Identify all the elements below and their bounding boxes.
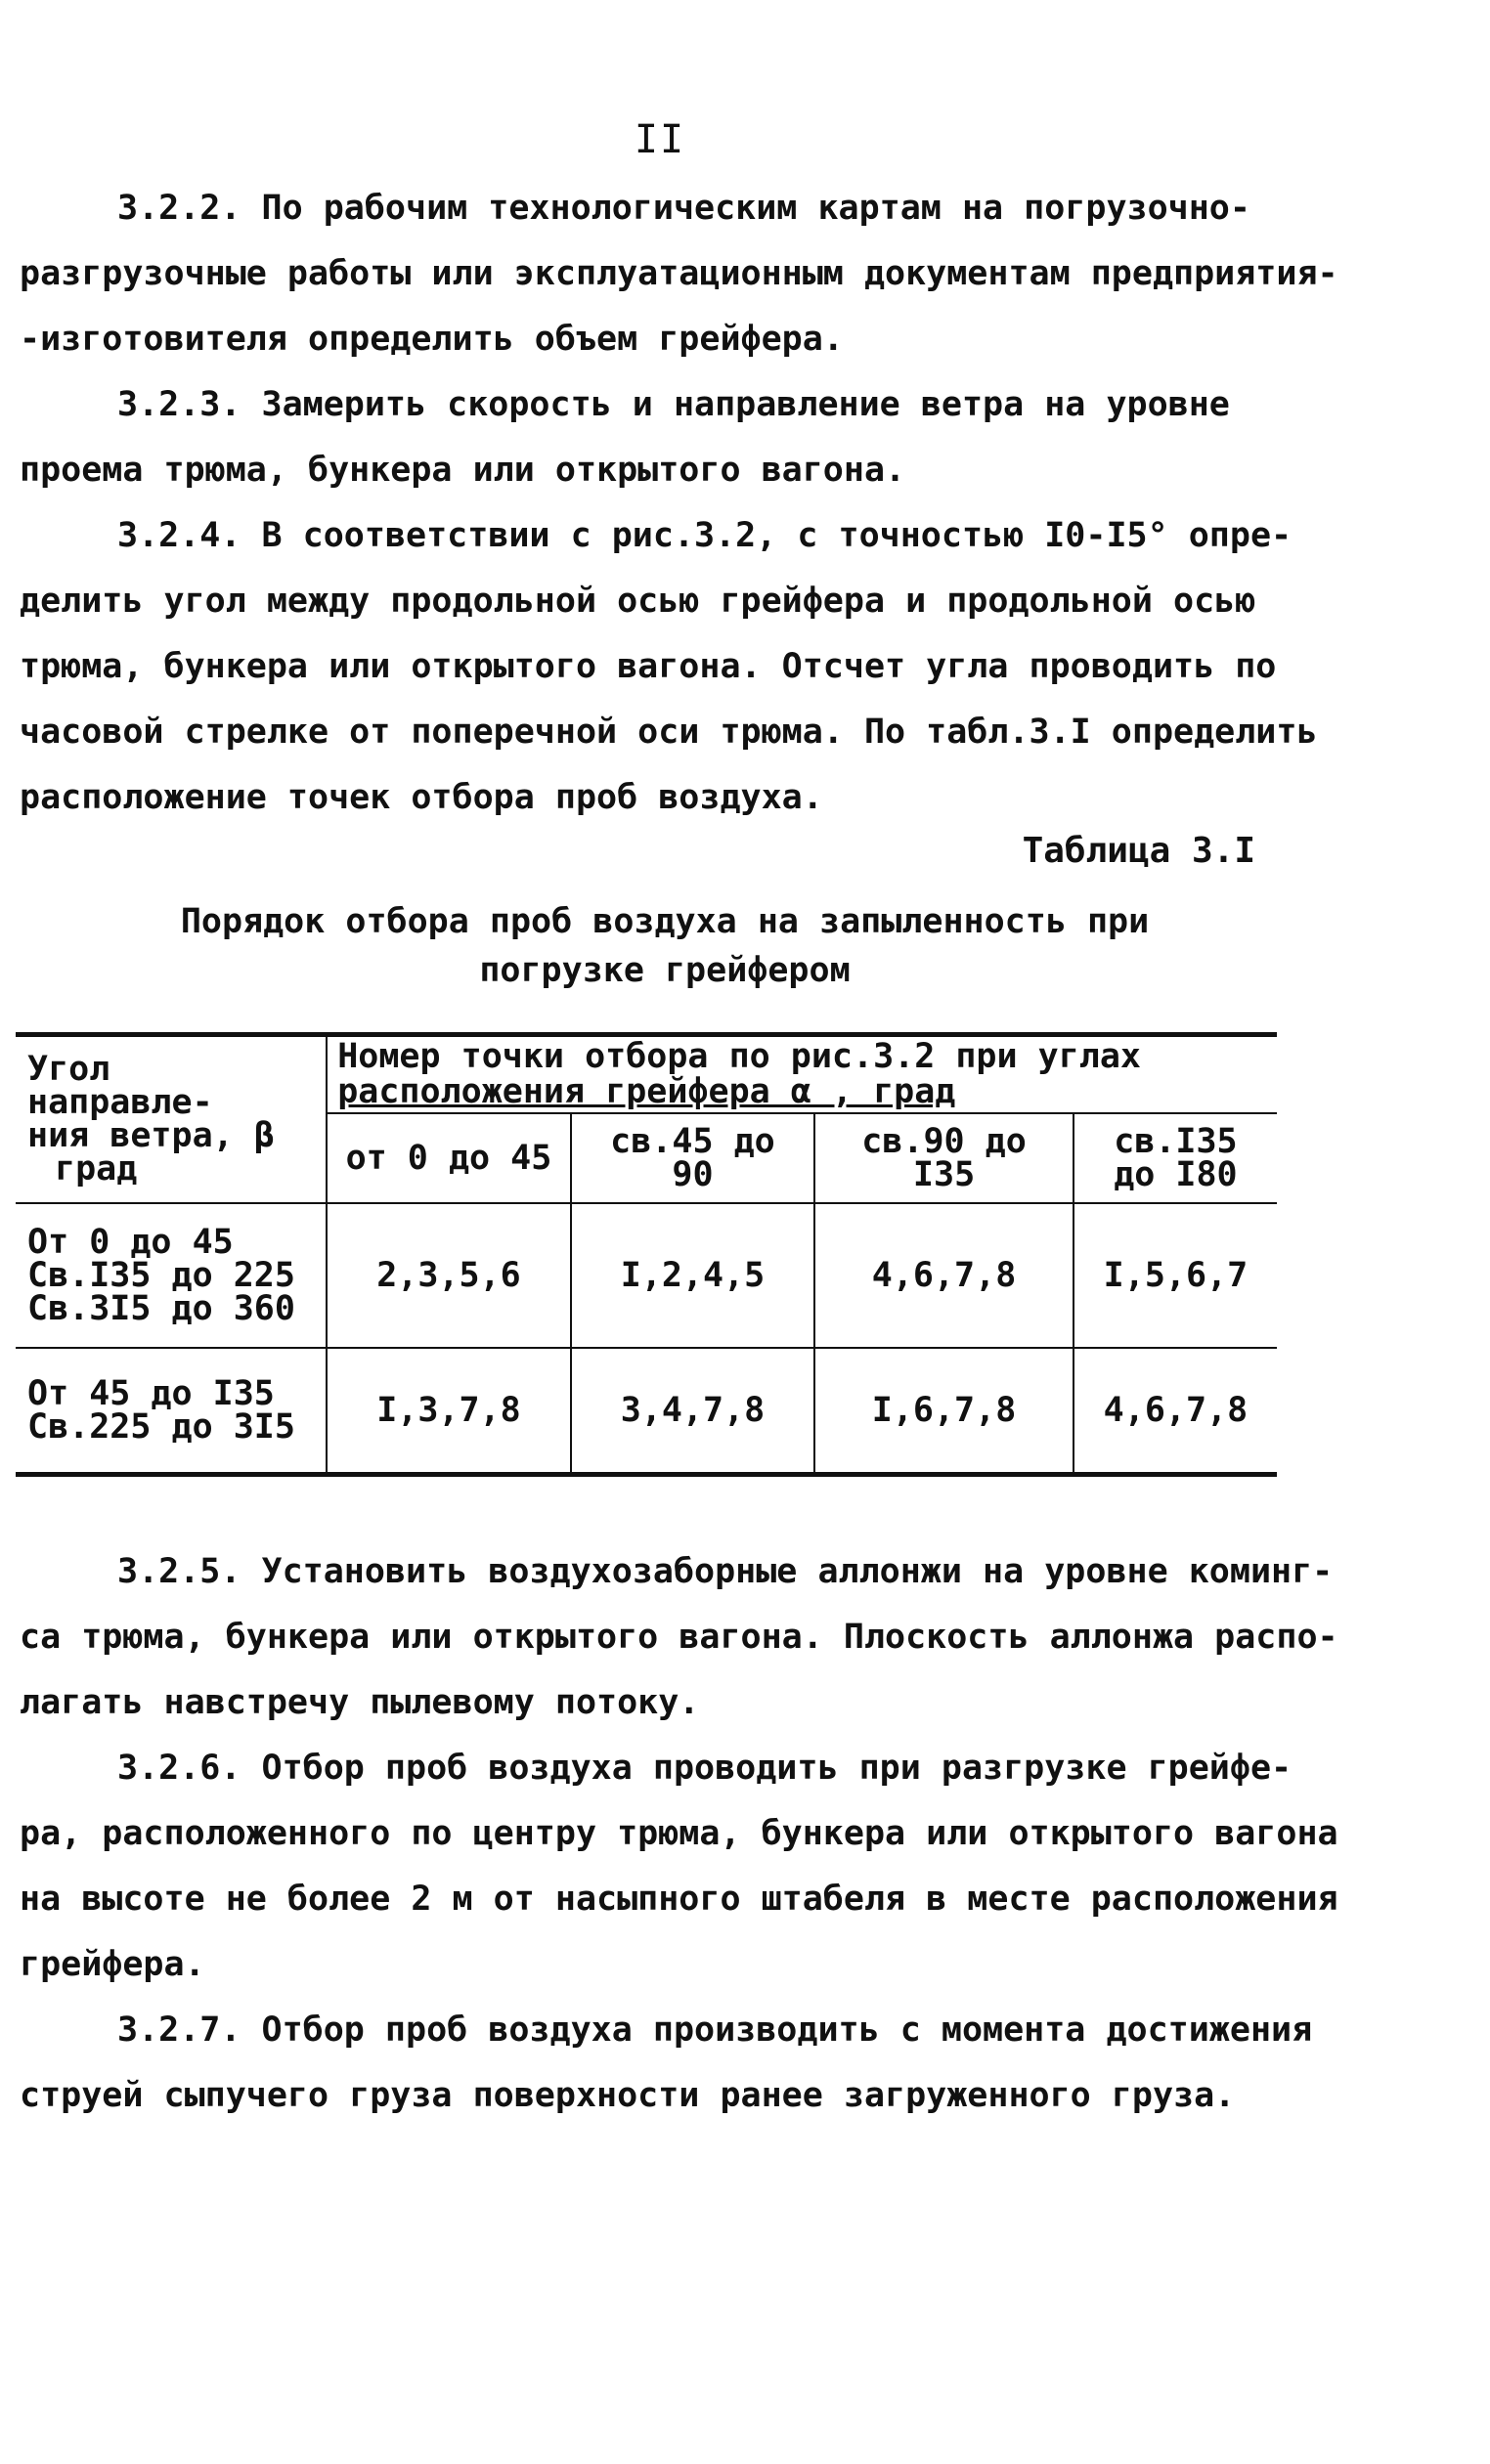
- row-header: [16, 1348, 327, 1475]
- sampling-points-table: [16, 1032, 1277, 1477]
- table-caption: [0, 897, 1330, 995]
- row-header-line: От 45 до I35: [27, 1373, 275, 1413]
- text-line: са трюма, бункера или открытого вагона. Плоскость аллонжа распо-: [20, 1618, 1338, 1657]
- text-line: трюма, бункера или открытого вагона. Отсчет угла проводить по: [20, 647, 1277, 686]
- group-header: [327, 1035, 1277, 1113]
- paragraph-3-2-7: [20, 1998, 1313, 2129]
- table-cell: 4,6,7,8: [1074, 1348, 1277, 1475]
- table-row: [16, 1348, 1277, 1475]
- table-cell: I,3,7,8: [327, 1348, 571, 1475]
- row-header-line: Св.I35 до 225: [27, 1255, 295, 1295]
- text-line: на высоте не более 2 м от насыпного штабеля в месте расположения: [20, 1880, 1338, 1919]
- text-line: 3.2.3. Замерить скорость и направление ветра на уровне: [117, 385, 1230, 424]
- text-line: лагать навстречу пылевому потоку.: [20, 1683, 700, 1722]
- text-line: 3.2.5. Установить воздухозаборные аллонжи на уровне коминг-: [117, 1552, 1334, 1591]
- text-line: 3.2.6. Отбор проб воздуха проводить при разгрузке грейфе-: [117, 1749, 1293, 1788]
- paragraph-3-2-3: [20, 372, 1291, 503]
- table-cell: I,5,6,7: [1074, 1203, 1277, 1348]
- text-line: проема трюма, бункера или открытого вагона.: [20, 451, 906, 490]
- paragraph-3-2-2: [20, 176, 1338, 372]
- column-header: св.45 до 90: [571, 1113, 815, 1203]
- text-line: 3.2.4. В соответствии с рис.3.2, с точностью I0-I5° опре-: [117, 516, 1293, 555]
- text-line: грейфера.: [20, 1945, 205, 1984]
- caption-line: погрузке грейфером: [479, 951, 851, 990]
- column-header: св.90 до I35: [814, 1113, 1074, 1203]
- row-header-line: Св.3I5 до 360: [27, 1288, 295, 1328]
- table-cell: I,6,7,8: [814, 1348, 1074, 1475]
- row-header-line: Св.225 до 3I5: [27, 1406, 295, 1447]
- header-line: град: [55, 1149, 138, 1189]
- paragraph-3-2-6: [20, 1736, 1338, 1998]
- text-line: расположение точек отбора проб воздуха.: [20, 778, 823, 817]
- caption-line: Порядок отбора проб воздуха на запыленность при: [180, 902, 1150, 941]
- paragraph-3-2-5: [20, 1539, 1338, 1736]
- header-line: ния ветра, β: [27, 1116, 275, 1156]
- paragraph-3-2-4: [20, 503, 1318, 831]
- column-header: св.I35 до I80: [1074, 1113, 1277, 1203]
- header-line: Угол направле-: [27, 1050, 213, 1123]
- text-line: часовой стрелке от поперечной оси трюма. По табл.3.I определить: [20, 713, 1318, 752]
- text-line: ра, расположенного по центру трюма, бункера или открытого вагона: [20, 1814, 1338, 1853]
- table-cell: 3,4,7,8: [571, 1348, 815, 1475]
- table-cell: I,2,4,5: [571, 1203, 815, 1348]
- text-line: струей сыпучего груза поверхности ранее загруженного груза.: [20, 2076, 1236, 2115]
- row-header-line: От 0 до 45: [27, 1222, 234, 1262]
- table-cell: 2,3,5,6: [327, 1203, 571, 1348]
- row-header-title: [16, 1035, 327, 1203]
- text-line: -изготовителя определить объем грейфера.: [20, 320, 844, 359]
- text-line: делить угол между продольной осью грейфера и продольной осью: [20, 582, 1256, 621]
- column-header: от 0 до 45: [327, 1113, 571, 1203]
- text-line: 3.2.2. По рабочим технологическим картам на погрузочно-: [117, 189, 1250, 228]
- table-row: [16, 1203, 1277, 1348]
- text-line: 3.2.7. Отбор проб воздуха производить с момента достижения: [117, 2010, 1313, 2050]
- text-line: разгрузочные работы или эксплуатационным документам предприятия-: [20, 254, 1338, 293]
- table-label: Таблица 3.I: [1022, 831, 1255, 871]
- page-number: II: [634, 117, 686, 162]
- header-line: расположения грейфера α , град: [337, 1072, 956, 1112]
- table-cell: 4,6,7,8: [814, 1203, 1074, 1348]
- header-line: Номер точки отбора по рис.3.2 при углах: [337, 1037, 1142, 1077]
- row-header: [16, 1203, 327, 1348]
